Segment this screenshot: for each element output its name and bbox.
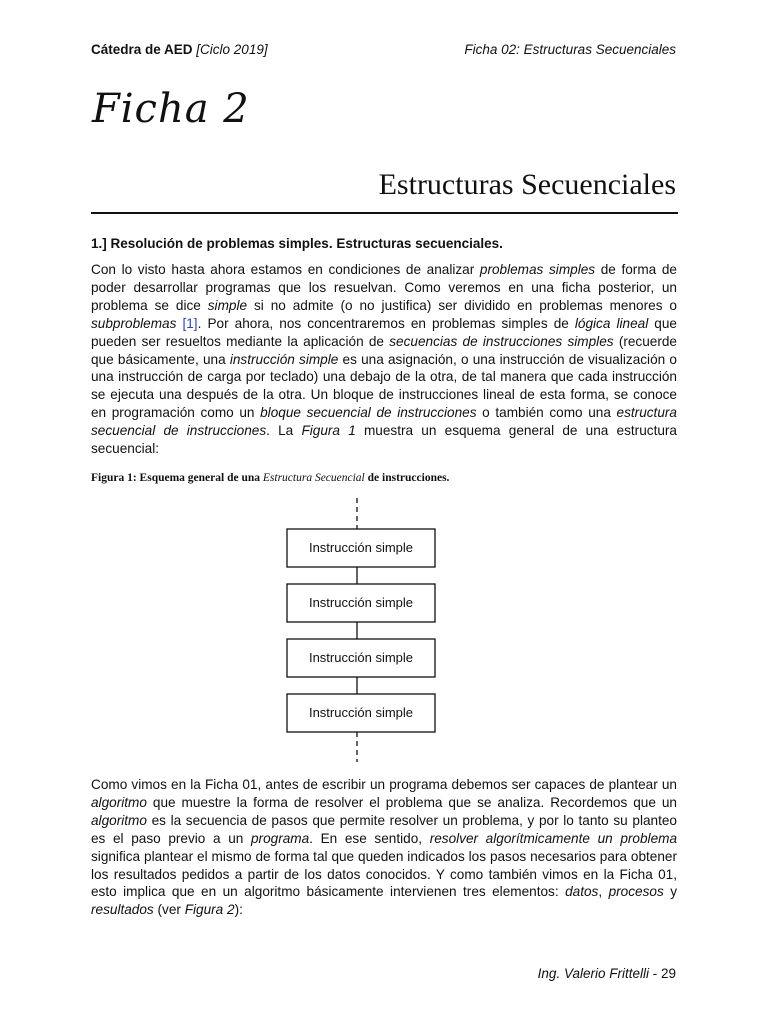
- emphasis: procesos: [608, 884, 664, 900]
- text: es la secuencia de pasos que permite resolver un problema, y por lo tanto su planteo es el paso previo a un: [91, 812, 677, 846]
- emphasis: problemas simples: [479, 262, 596, 277]
- emphasis: simple: [207, 297, 248, 313]
- caption-end: de instrucciones.: [364, 472, 450, 484]
- emphasis: datos: [565, 884, 599, 900]
- text: significa plantear el mismo de forma tal que queden indicados los pasos necesarios para obtener los resultados pedidos a partir de los datos conocidos. Y como también vimos en la Ficha 01, esto implica que en un algoritmo básicamente intervienen tres elementos:: [91, 848, 677, 900]
- text: Con lo visto hasta ahora estamos en condiciones de analizar: [91, 262, 480, 277]
- caption-label: Figura 1: Esquema general de una: [91, 472, 263, 484]
- emphasis: bloque secuencial de instrucciones: [260, 405, 477, 421]
- instruction-box-label: Instrucción simple: [308, 595, 414, 610]
- emphasis: estructura secuencial de instrucciones: [91, 405, 677, 439]
- page-footer: [538, 966, 676, 981]
- instruction-box-label: Instrucción simple: [308, 650, 414, 665]
- emphasis: programa: [250, 830, 310, 846]
- text: (ver: [153, 902, 185, 918]
- text: ,: [598, 884, 609, 900]
- header-course: Cátedra de AED: [91, 42, 193, 57]
- emphasis: algoritmo: [91, 794, 147, 810]
- text: . Por ahora, nos concentraremos en problemas simples de: [197, 315, 575, 331]
- text: que pueden ser resueltos mediante la aplicación de: [91, 315, 677, 349]
- text: . En ese sentido,: [309, 830, 430, 846]
- footer-separator: -: [648, 966, 661, 981]
- instruction-box-label: Instrucción simple: [308, 705, 414, 720]
- text: que muestre la forma de resolver el problema que se analiza. Recordemos que un: [146, 794, 677, 810]
- instruction-box-label: Instrucción simple: [308, 540, 414, 555]
- chapter-title: Estructuras Secuenciales: [378, 168, 676, 201]
- text: de forma de poder desarrollar programas que los resuelvan. Como veremos en una ficha posterior, un problema se dice: [91, 262, 677, 313]
- header-right: Ficha 02: Estructuras Secuenciales: [464, 42, 676, 57]
- header-cycle: [Ciclo 2019]: [196, 42, 268, 57]
- emphasis: instrucción simple: [229, 351, 339, 367]
- emphasis: resolver algorítmicamente un problema: [429, 830, 678, 846]
- emphasis: secuencias de instrucciones simples: [389, 333, 614, 349]
- emphasis: subproblemas: [91, 315, 177, 331]
- text: (recuerde que básicamente, una: [91, 333, 677, 367]
- reference-link[interactable]: [1]: [182, 315, 198, 331]
- emphasis: lógica lineal: [574, 315, 649, 331]
- text: es una asignación, o una instrucción de visualización o una instrucción de carga por teclado) una debajo de la otra, de tal manera que cada instrucción se ejecuta una después de la otra. Un bloque de instrucciones lineal de esta forma, se conoce en programación como un: [91, 351, 677, 421]
- paragraph-algorithm: [91, 776, 677, 919]
- caption-emphasis: Estructura Secuencial: [262, 472, 365, 484]
- text: Como vimos en la Ficha 01, antes de escribir un programa debemos ser capaces de plantear un: [91, 777, 677, 792]
- section-heading: 1.] Resolución de problemas simples. Estructuras secuenciales.: [91, 236, 503, 251]
- text: . La: [266, 423, 302, 439]
- text: o también como una: [476, 405, 617, 421]
- page-number: 29: [660, 966, 676, 981]
- emphasis: algoritmo: [91, 812, 147, 828]
- emphasis: resultados: [91, 902, 154, 918]
- page-title: Ficha 2: [92, 86, 250, 132]
- text: ):: [234, 902, 243, 918]
- text: muestra un esquema general de una estructura secuencial:: [91, 423, 677, 457]
- emphasis: Figura 2: [184, 902, 235, 918]
- text: y: [663, 884, 677, 900]
- footer-author: Ing. Valerio Frittelli: [537, 966, 649, 981]
- emphasis: Figura 1: [301, 423, 356, 439]
- text: si no admite (o no justifica) ser dividido en problemas menores o: [247, 297, 677, 313]
